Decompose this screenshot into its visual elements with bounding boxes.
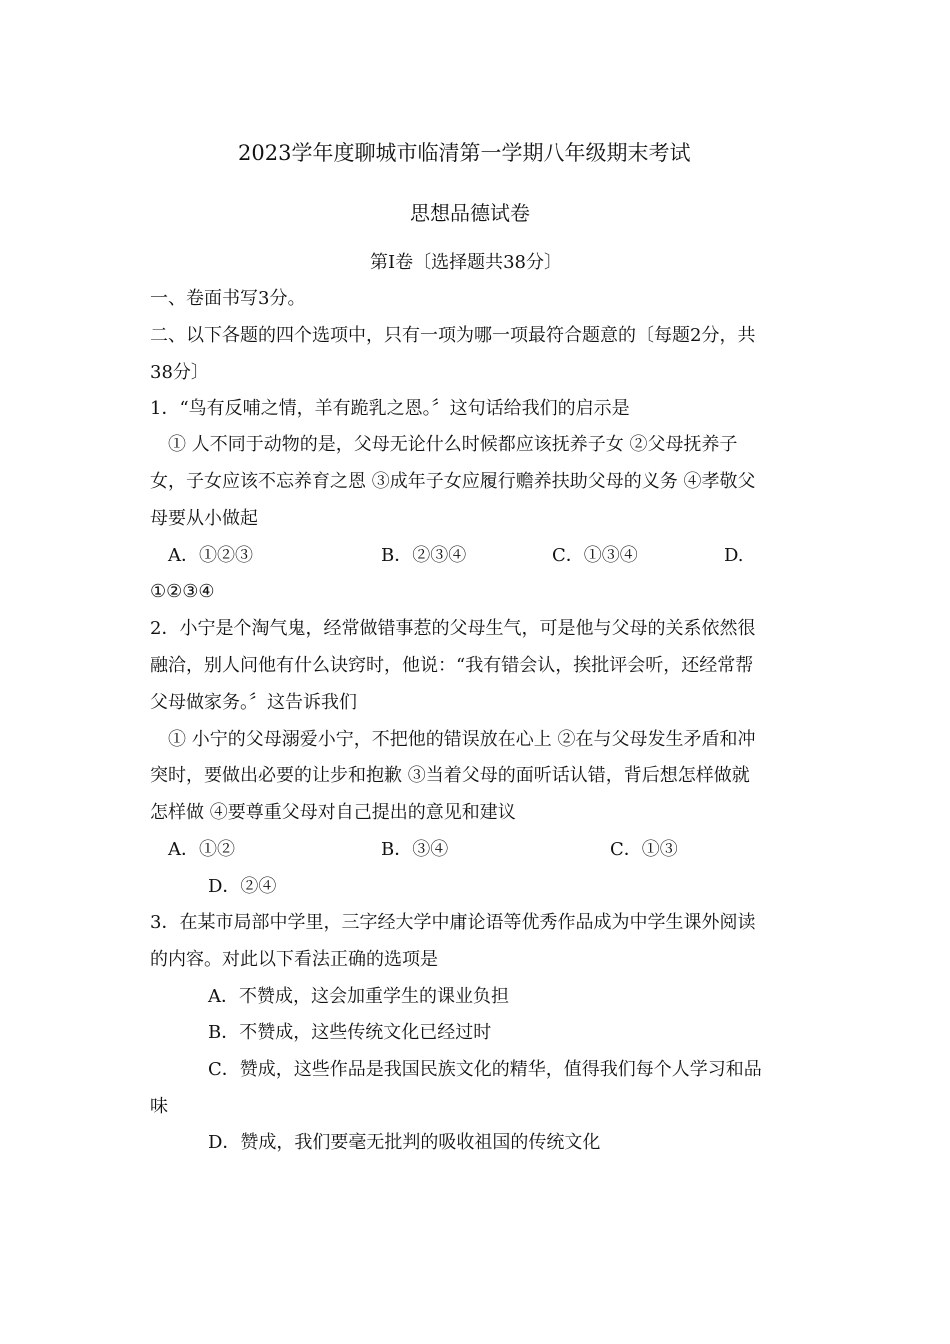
q3-option-c: C．赞成，这些作品是我国民族文化的精华，值得我们每个人学习和品 <box>208 1059 762 1080</box>
q2-items-line3: 怎样做 ④要尊重父母对自己提出的意见和建议 <box>150 802 516 823</box>
q1-items-line1: ① 人不同于动物的是，父母无论什么时候都应该抚养子女 ②父母抚养子 <box>168 434 738 455</box>
instruction-1: 一、卷面书写3分。 <box>150 288 306 309</box>
q2-option-c: C．①③ <box>610 839 678 860</box>
q3-option-a: A．不赞成，这会加重学生的课业负担 <box>208 986 509 1007</box>
instruction-2-cont: 38分〕 <box>150 362 209 383</box>
q1-option-b: B．②③④ <box>381 545 467 566</box>
q2-option-b: B．③④ <box>381 839 449 860</box>
q1-stem: 1．“鸟有反哺之情，羊有跪乳之恩。〞这句话给我们的启示是 <box>150 398 630 419</box>
q1-option-a: A．①②③ <box>168 545 253 566</box>
q2-option-a: A．①② <box>168 839 235 860</box>
q1-option-d: D. <box>724 545 744 566</box>
q1-option-c: C．①③④ <box>552 545 638 566</box>
q2-items-line1: ① 小宁的父母溺爱小宁，不把他的错误放在心上 ②在与父母发生矛盾和冲 <box>168 729 756 750</box>
q2-option-d: D．②④ <box>208 876 277 897</box>
q1-items-line2: 女，子女应该不忘养育之恩 ③成年子女应履行赡养扶助父母的义务 ④孝敬父 <box>150 471 756 492</box>
instruction-2: 二、以下各题的四个选项中，只有一项为哪一项最符合题意的〔每题2分，共 <box>150 325 756 346</box>
q3-option-c-cont: 味 <box>150 1096 168 1117</box>
section-heading: 第I卷〔选择题共38分〕 <box>370 252 563 273</box>
q3-option-b: B．不赞成，这些传统文化已经过时 <box>208 1022 492 1043</box>
q1-items-line3: 母要从小做起 <box>150 508 258 529</box>
q2-stem-line1: 2．小宁是个淘气鬼，经常做错事惹的父母生气，可是他与父母的关系依然很 <box>150 618 756 639</box>
q2-items-line2: 突时，要做出必要的让步和抱歉 ③当着父母的面听话认错，背后想怎样做就 <box>150 765 750 786</box>
q3-option-d: D．赞成，我们要毫无批判的吸收祖国的传统文化 <box>208 1132 601 1153</box>
q2-stem-line2: 融洽，别人问他有什么诀窍时，他说：“我有错会认，挨批评会听，还经常帮 <box>150 655 754 676</box>
q2-stem-line3: 父母做家务。〞这告诉我们 <box>150 692 357 713</box>
q3-stem-line1: 3．在某市局部中学里，三字经大学中庸论语等优秀作品成为中学生课外阅读 <box>150 912 756 933</box>
exam-title: 2023学年度聊城市临清第一学期八年级期末考试 <box>238 141 691 165</box>
q3-stem-line2: 的内容。对此以下看法正确的选项是 <box>150 949 438 970</box>
q1-option-d-cont: ①②③④ <box>150 581 215 602</box>
exam-subtitle: 思想品德试卷 <box>410 201 530 225</box>
